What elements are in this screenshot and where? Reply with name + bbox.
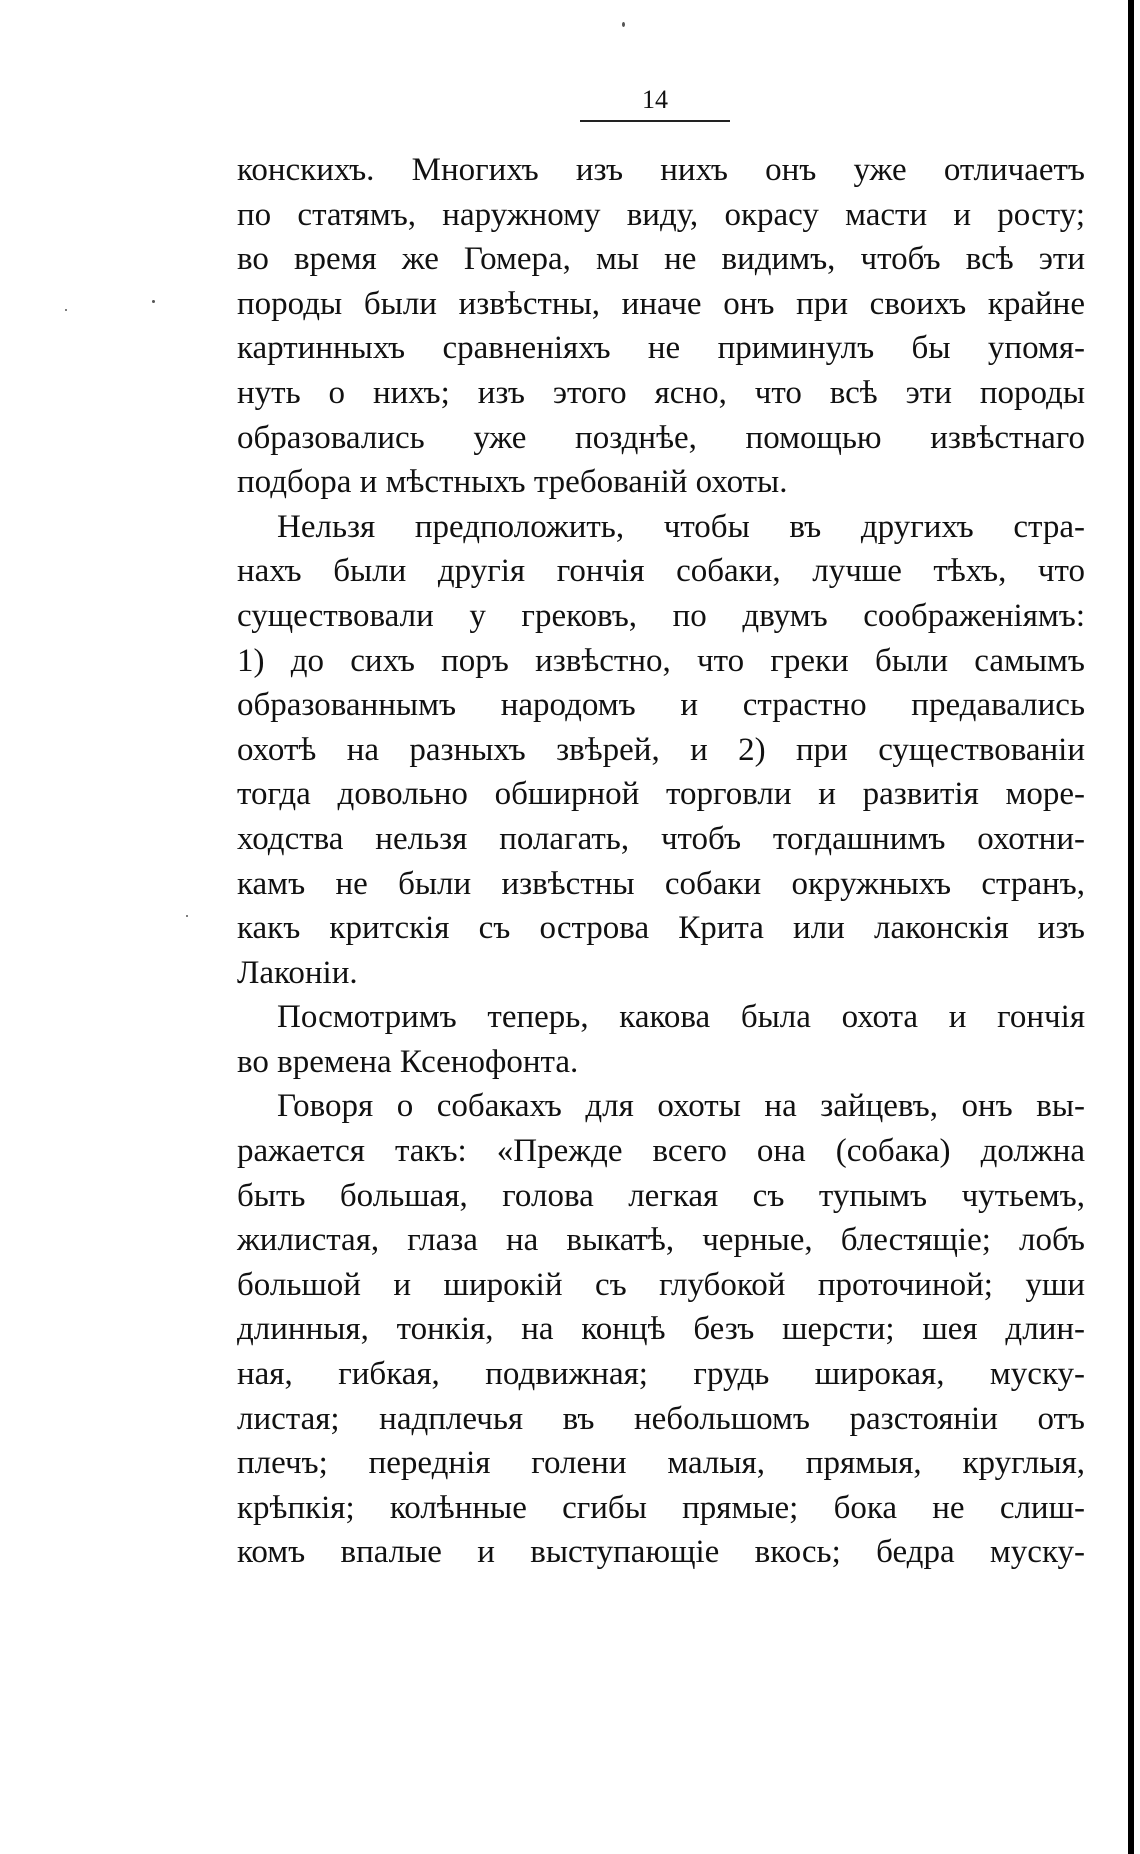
page-number-rule	[580, 120, 730, 122]
paragraph-1	[237, 148, 1085, 505]
ink-speck	[186, 915, 188, 917]
text-line: плечъ; переднія голени малыя, прямыя, круглыя,	[237, 1445, 1085, 1482]
text-line: Посмотримъ теперь, какова была охота и гончія	[277, 999, 1085, 1036]
text-line: нуть о нихъ; изъ этого ясно, что всѣ эти породы	[237, 374, 1085, 411]
text-line: существовали у грековъ, по двумъ соображеніямъ:	[237, 597, 1085, 634]
text-line: какъ критскія съ острова Крита или лаконскія изъ	[237, 910, 1085, 947]
text-line: Нельзя предположить, чтобы въ другихъ стра-	[277, 508, 1085, 545]
text-line: по статямъ, наружному виду, окрасу масти и росту;	[237, 196, 1085, 233]
text-line: конскихъ. Многихъ изъ нихъ онъ уже отличаетъ	[237, 152, 1085, 188]
text-line: камъ не были извѣстны собаки окружныхъ странъ,	[237, 865, 1085, 902]
ink-speck	[622, 22, 625, 27]
text-line: тогда довольно обширной торговли и развитія море-	[237, 776, 1085, 813]
paragraph-3	[237, 995, 1085, 1084]
ink-speck	[152, 300, 155, 303]
paragraph-2	[237, 505, 1085, 996]
text-line: нахъ были другія гончія собаки, лучше тѣхъ, что	[237, 553, 1085, 590]
text-line: ная, гибкая, подвижная; грудь широкая, муску-	[237, 1356, 1085, 1393]
text-line: во времена Ксенофонта.	[237, 1043, 579, 1080]
text-line: ходства нельзя полагать, чтобъ тогдашнимъ охотни-	[237, 820, 1085, 857]
text-line: во время же Гомера, мы не видимъ, чтобъ всѣ эти	[237, 241, 1085, 278]
text-line: охотѣ на разныхъ звѣрей, и 2) при существованіи	[237, 731, 1085, 768]
text-line: большой и широкій съ глубокой проточиной; уши	[237, 1266, 1085, 1303]
paragraph-4	[237, 1084, 1085, 1575]
text-line: жилистая, глаза на выкатѣ, черные, блестящіе; лобъ	[237, 1222, 1085, 1259]
text-line: листая; надплечья въ небольшомъ разстояніи отъ	[237, 1400, 1085, 1437]
page-edge-border	[1128, 0, 1134, 1854]
text-line: образовались уже позднѣе, помощью извѣстнаго	[237, 419, 1085, 456]
ink-speck	[65, 309, 67, 311]
text-line: породы были извѣстны, иначе онъ при своихъ крайне	[237, 285, 1085, 322]
page-number: 14	[642, 85, 668, 114]
text-line: образованнымъ народомъ и страстно предавались	[237, 687, 1085, 724]
text-line: быть большая, голова легкая съ тупымъ чутьемъ,	[237, 1177, 1085, 1214]
text-line: подбора и мѣстныхъ требованій охоты.	[237, 464, 788, 501]
text-line: ражается такъ: «Прежде всего она (собака) должна	[237, 1133, 1085, 1170]
text-line: Лаконіи.	[237, 954, 358, 991]
text-line: комъ впалые и выступающіе вкось; бедра муску-	[237, 1534, 1085, 1571]
text-line: 1) до сихъ поръ извѣстно, что греки были самымъ	[237, 642, 1085, 679]
body-text	[237, 148, 1085, 1575]
text-line: длинныя, тонкія, на концѣ безъ шерсти; шея длин-	[237, 1311, 1085, 1348]
text-line: Говоря о собакахъ для охоты на зайцевъ, онъ вы-	[277, 1088, 1085, 1125]
text-line: крѣпкія; колѣнные сгибы прямые; бока не слиш-	[237, 1489, 1085, 1526]
text-line: картинныхъ сравненіяхъ не приминулъ бы упомя-	[237, 330, 1085, 367]
